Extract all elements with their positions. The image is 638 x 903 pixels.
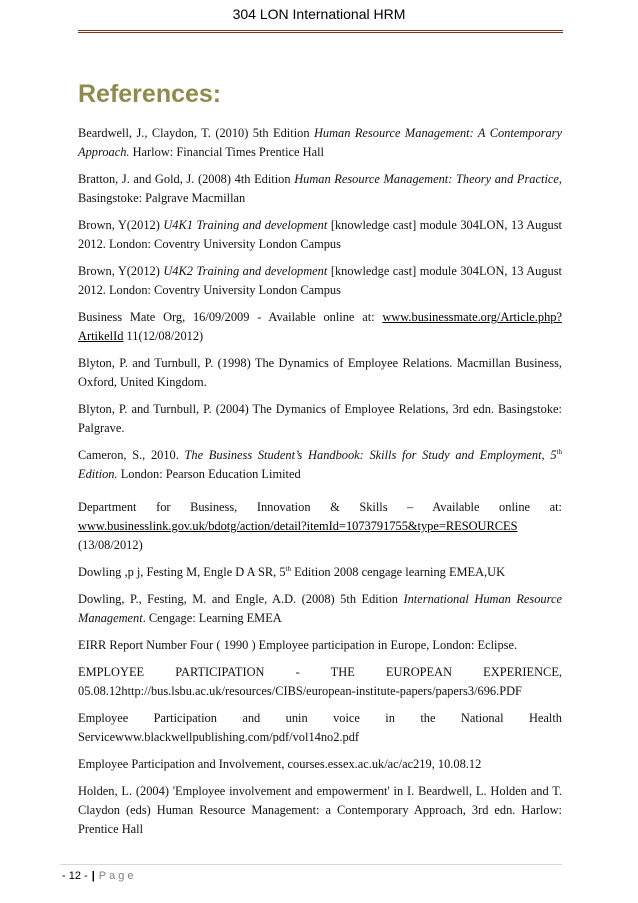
- reference-item: Blyton, P. and Turnbull, P. (1998) The Dynamics of Employee Relations. Macmillan Business, Oxford, United Kingdom.: [78, 356, 562, 389]
- reference-item: Department for Business, Innovation & Skills – Available online at: www.businesslink.gov.uk/bdotg/action/detail?itemId=1073791755&type=RESOURCES (13/08/2012): [78, 500, 562, 552]
- reference-item: Dowling ,p j, Festing M, Engle D A SR, 5th Edition 2008 cengage learning EMEA,UK: [78, 564, 506, 579]
- reference-item: Dowling, P., Festing, M. and Engle, A.D. (2008) 5th Edition International Human Resource Management. Cengage: Learning EMEA: [78, 592, 562, 625]
- reference-item: Bratton, J. and Gold, J. (2008) 4th Edition Human Resource Management: Theory and Practice, Basingstoke: Palgrave Macmillan: [78, 172, 562, 205]
- page-number: - 12 -: [62, 870, 88, 882]
- reference-item: Business Mate Org, 16/09/2009 - Available online at: www.businessmate.org/Article.php?ArtikelId 11(12/08/2012): [78, 310, 562, 343]
- reference-item: Blyton, P. and Turnbull, P. (2004) The Dymanics of Employee Relations, 3rd edn. Basingstoke: Palgrave.: [78, 402, 562, 435]
- reference-item: Beardwell, J., Claydon, T. (2010) 5th Edition Human Resource Management: A Contemporary Approach. Harlow: Financial Times Prentice Hall: [78, 126, 562, 159]
- running-header: 304 LON International HRM: [232, 6, 406, 22]
- reference-link[interactable]: www.businessmate.org/Article.php?ArtikelId: [78, 310, 562, 343]
- reference-item: Brown, Y(2012) U4K1 Training and development [knowledge cast] module 304LON, 13 August 2012. London: Coventry University London Campus: [78, 218, 562, 251]
- page-footer: [62, 870, 136, 882]
- reference-item: EIRR Report Number Four ( 1990 ) Employee participation in Europe, London: Eclipse.: [78, 638, 518, 652]
- reference-list: [78, 124, 562, 847]
- references-heading: References:: [78, 80, 222, 108]
- reference-item: Employee Participation and unin voice in the National Health Servicewww.blackwellpublishing.com/pdf/vol14no2.pdf: [78, 711, 562, 744]
- reference-item: Holden, L. (2004) 'Employee involvement and empowerment' in I. Beardwell, L. Holden and T. Claydon (eds) Human Resource Management: a Contemporary Approach, 3rd edn. Harlow: Prentice Hall: [78, 784, 562, 836]
- reference-link[interactable]: www.businesslink.gov.uk/bdotg/action/detail?itemId=1073791755&type=RESOURCES: [78, 519, 518, 533]
- footer-divider: [60, 864, 562, 865]
- reference-item: Cameron, S., 2010. The Business Student’s Handbook: Skills for Study and Employment, 5th Edition. London: Pearson Education Limited: [78, 447, 562, 481]
- page-label: Page: [98, 870, 137, 882]
- reference-item: EMPLOYEE PARTICIPATION - THE EUROPEAN EXPERIENCE, 05.08.12http://bus.lsbu.ac.uk/resources/CIBS/european-institute-papers/papers3/696.PDF: [78, 665, 562, 698]
- header-divider: [78, 30, 563, 33]
- reference-item: Brown, Y(2012) U4K2 Training and development [knowledge cast] module 304LON, 13 August 2012. London: Coventry University London Campus: [78, 264, 562, 297]
- footer-separator: |: [91, 870, 95, 882]
- reference-item: Employee Participation and Involvement, courses.essex.ac.uk/ac/ac219, 10.08.12: [78, 757, 482, 771]
